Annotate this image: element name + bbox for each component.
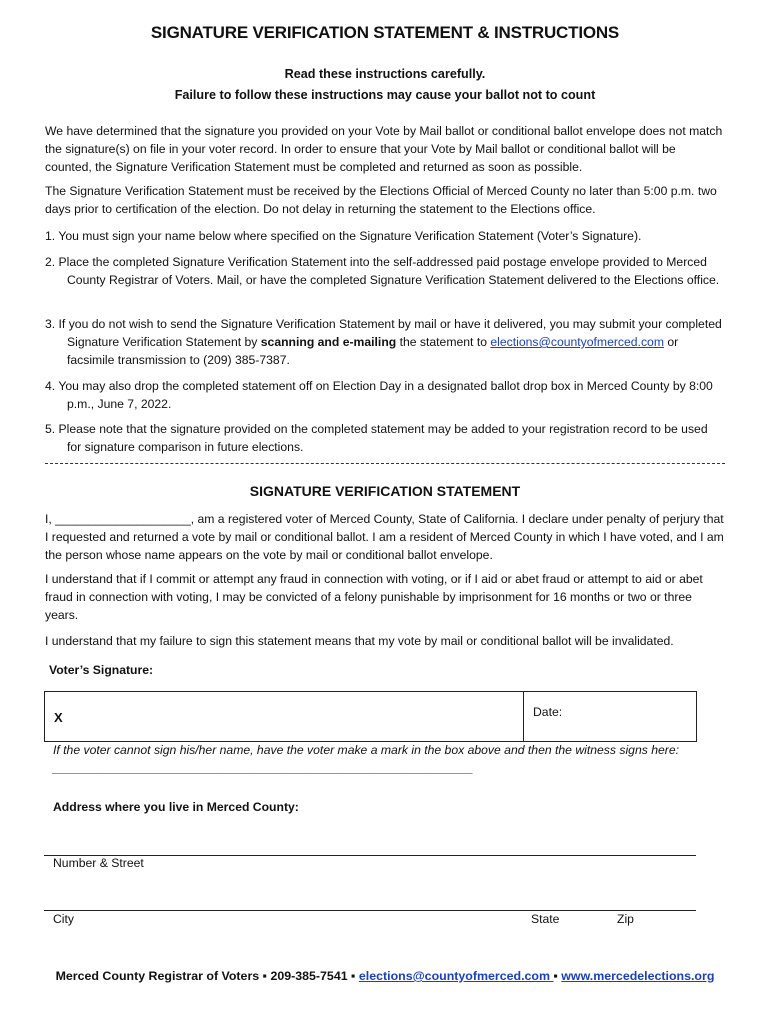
instructions-notice: Read these instructions carefully. bbox=[284, 67, 486, 81]
footer-separator: ▪ bbox=[553, 969, 562, 983]
city-label: City bbox=[53, 912, 74, 926]
email-link[interactable]: elections@countyofmerced.com bbox=[490, 335, 664, 349]
footer-email-link[interactable]: elections@countyofmerced.com bbox=[358, 969, 554, 983]
page-title: SIGNATURE VERIFICATION STATEMENT & INSTRUCTIONS bbox=[150, 23, 620, 42]
instruction-item-3-emphasis: scanning and e-mailing bbox=[260, 335, 397, 349]
witness-note: If the voter cannot sign his/her name, have the voter make a mark in the box above and then the witness signs here: ______________________________________________________________ bbox=[53, 743, 679, 775]
cut-line-divider bbox=[45, 463, 725, 464]
instruction-item-1: 1. You must sign your name below where specified on the Signature Verification Statement (Voter’s Signature). bbox=[45, 229, 642, 243]
fraud-paragraph: I understand that if I commit or attempt any fraud in connection with voting, or if I aid or abet fraud or attempt to aid or abet fraud in connection with voting, I may be convicted of a felony punishable by imprisonment for 16 months or two or three years. bbox=[45, 572, 703, 622]
instruction-item-3-text-mid: the statement to bbox=[396, 335, 491, 349]
date-field-label: Date: bbox=[533, 705, 563, 719]
warning-notice: Failure to follow these instructions may cause your ballot not to count bbox=[174, 88, 596, 102]
signature-box[interactable] bbox=[44, 691, 697, 742]
footer-website-link[interactable]: www.mercedelections.org bbox=[561, 969, 715, 983]
footer-contact bbox=[0, 969, 770, 983]
address-label: Address where you live in Merced County: bbox=[53, 800, 299, 814]
invalidation-paragraph: I understand that my failure to sign this statement means that my vote by mail or conditional ballot will be invalidated. bbox=[45, 634, 674, 648]
declaration-paragraph: I, ____________________, am a registered voter of Merced County, State of California. I declare under penalty of perjury that I requested and returned a vote by mail or conditional ballot. I am a resident of Merced County in which I have voted, and I am the person whose name appears on the vote by mail or conditional ballot envelope. bbox=[45, 512, 724, 562]
zip-label: Zip bbox=[617, 912, 634, 926]
deadline-paragraph: The Signature Verification Statement must be received by the Elections Official of Merced County no later than 5:00 p.m. two days prior to certification of the election. Do not delay in returning the statement to the Elections office. bbox=[45, 184, 717, 216]
instruction-item-3-text-end: or facsimile transmission to (209) 385-7387. bbox=[67, 335, 679, 367]
signature-date-divider bbox=[523, 692, 524, 741]
statement-heading: SIGNATURE VERIFICATION STATEMENT bbox=[249, 483, 521, 499]
instruction-item-2: 2. Place the completed Signature Verification Statement into the self-addressed paid postage envelope provided to Merced County Registrar of Voters. Mail, or have the completed Signature Verification Statement delivered to the Elections office. bbox=[45, 255, 720, 287]
city-state-zip-line[interactable] bbox=[44, 910, 696, 911]
intro-paragraph: We have determined that the signature you provided on your Vote by Mail ballot or conditional ballot envelope does not match the signature(s) on file in your voter record. In order to ensure that your Vote by Mail ballot or conditional ballot will be counted, the Signature Verification Statement must be completed and returned as soon as possible. bbox=[45, 124, 723, 174]
signature-label: Voter’s Signature: bbox=[49, 663, 154, 677]
signature-x-mark: X bbox=[54, 710, 63, 725]
state-label: State bbox=[531, 912, 560, 926]
footer-org: Merced County Registrar of Voters ▪ 209-385-7541 ▪ bbox=[55, 969, 359, 983]
instruction-item-3-text: 3. If you do not wish to send the Signature Verification Statement by mail or have it delivered, you may submit your completed Signature Verification Statement by bbox=[45, 317, 722, 349]
instruction-item-5: 5. Please note that the signature provided on the completed statement may be added to your registration record to be used for signature comparison in future elections. bbox=[45, 422, 708, 454]
instruction-item-4: 4. You may also drop the completed statement off on Election Day in a designated ballot drop box in Merced County by 8:00 p.m., June 7, 2022. bbox=[45, 379, 713, 411]
instruction-item-3 bbox=[45, 315, 725, 369]
street-label: Number & Street bbox=[53, 856, 144, 870]
